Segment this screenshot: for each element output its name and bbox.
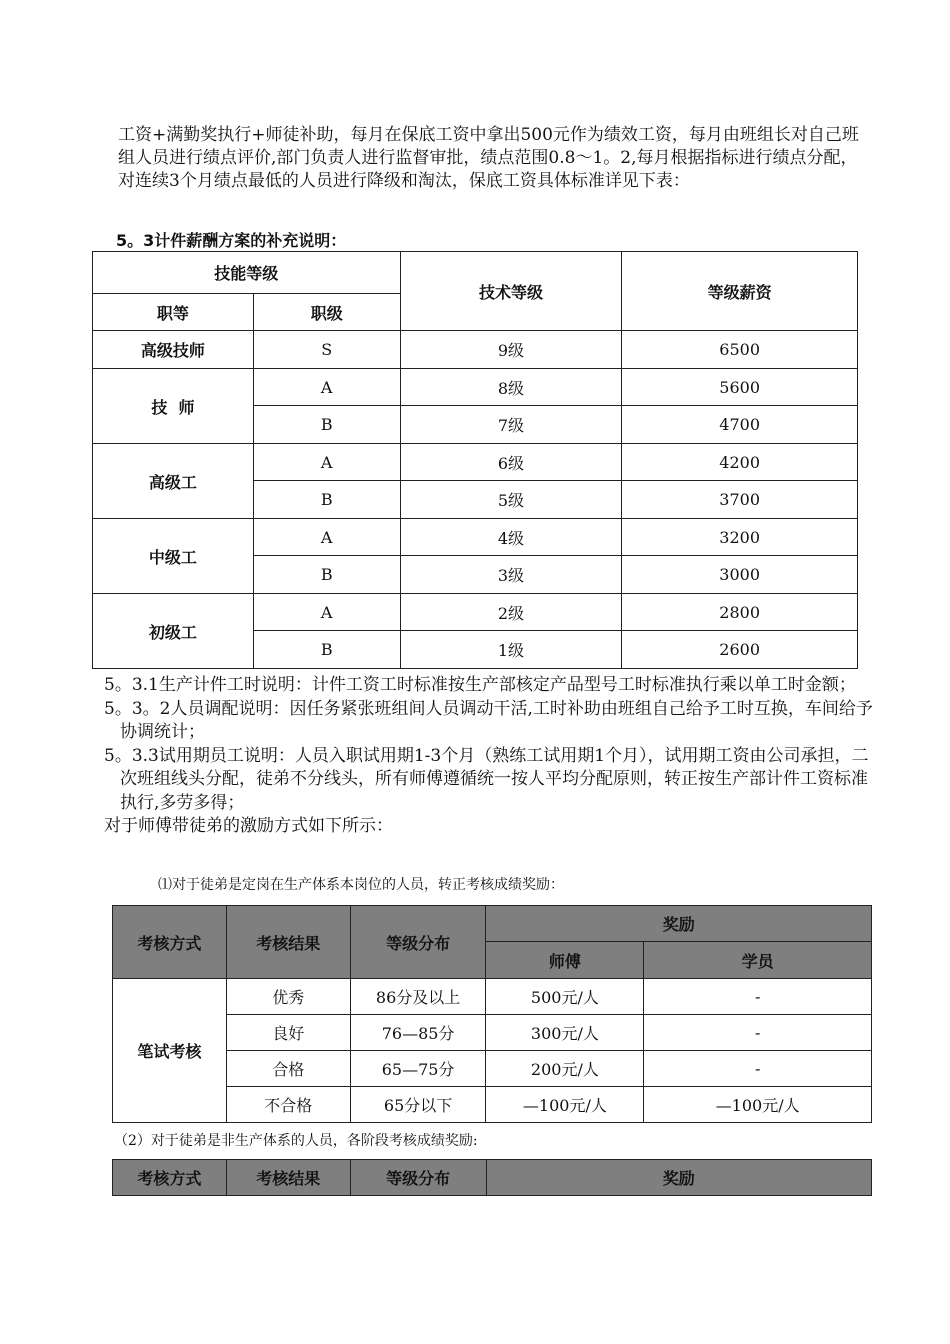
- grade-rank-cell: A: [253, 444, 400, 481]
- result-cell: 不合格: [226, 1087, 350, 1123]
- master-reward-cell: —100元/人: [486, 1087, 644, 1123]
- section-heading: 5。3计件薪酬方案的补充说明：: [116, 231, 347, 250]
- header-salary: 等级薪资: [622, 252, 858, 331]
- result-cell: 合格: [226, 1051, 350, 1087]
- salary-cell: 2800: [622, 594, 858, 631]
- grade-rank-cell: B: [253, 556, 400, 594]
- header-method: 考核方式: [113, 1160, 227, 1196]
- student-reward-cell: -: [644, 1051, 872, 1087]
- header-method: 考核方式: [113, 906, 227, 979]
- grade-rank-cell: A: [253, 369, 400, 406]
- table-row: [93, 369, 858, 406]
- note-item: 5。3。2人员调配说明：因任务紧张班组间人员调动干活,工时补助由班组自己给予工时互换，车间给予协调统计；: [104, 698, 873, 742]
- reward-table-2: [112, 1159, 872, 1196]
- grade-rank-cell: B: [253, 631, 400, 669]
- salary-cell: 2600: [622, 631, 858, 669]
- distribution-cell: 65—75分: [350, 1051, 486, 1087]
- reward-table: [112, 905, 872, 1123]
- header-grade-class: 职等: [93, 294, 254, 331]
- salary-cell: 5600: [622, 369, 858, 406]
- header-skill-level: 技能等级: [93, 252, 401, 294]
- header-reward: 奖励: [486, 1160, 871, 1196]
- grade-class-cell: 中级工: [93, 519, 254, 594]
- result-cell: 良好: [226, 1015, 350, 1051]
- table-row: [113, 979, 872, 1015]
- grade-class-cell: 高级技师: [93, 331, 254, 369]
- student-reward-cell: -: [644, 979, 872, 1015]
- grade-rank-cell: A: [253, 594, 400, 631]
- grade-rank-cell: B: [253, 406, 400, 444]
- case2-caption: （2）对于徒弟是非生产体系的人员，各阶段考核成绩奖励:: [114, 1133, 478, 1149]
- table-row: [113, 1087, 872, 1123]
- master-reward-cell: 300元/人: [486, 1015, 644, 1051]
- header-result: 考核结果: [226, 1160, 350, 1196]
- note-item: 5。3.3试用期员工说明：人员入职试用期1-3个月（熟练工试用期1个月），试用期工资由公司承担，二次班组线头分配，徒弟不分线头，所有师傅遵循统一按人平均分配原则，转正按生产部计件工资标准执行,多劳多得；: [104, 745, 869, 813]
- result-cell: 优秀: [226, 979, 350, 1015]
- table-row: [113, 1015, 872, 1051]
- tech-level-cell: 7级: [400, 406, 622, 444]
- master-reward-cell: 200元/人: [486, 1051, 644, 1087]
- tech-level-cell: 1级: [400, 631, 622, 669]
- table-row: [93, 331, 858, 369]
- table-row: [113, 1051, 872, 1087]
- tech-level-cell: 8级: [400, 369, 622, 406]
- tech-level-cell: 4级: [400, 519, 622, 556]
- grade-class-cell: 技 师: [93, 369, 254, 444]
- salary-table: [92, 251, 858, 669]
- header-tech-level: 技术等级: [400, 252, 622, 331]
- distribution-cell: 65分以下: [350, 1087, 486, 1123]
- notes-list: [104, 674, 874, 839]
- table-row: [93, 519, 858, 556]
- grade-class-cell: 高级工: [93, 444, 254, 519]
- header-master: 师傅: [486, 942, 644, 979]
- salary-cell: 4200: [622, 444, 858, 481]
- grade-rank-cell: B: [253, 481, 400, 519]
- grade-class-cell: 初级工: [93, 594, 254, 669]
- case1-caption: ⑴对于徒弟是定岗在生产体系本岗位的人员，转正考核成绩奖励：: [158, 877, 564, 893]
- grade-rank-cell: A: [253, 519, 400, 556]
- distribution-cell: 86分及以上: [350, 979, 486, 1015]
- salary-cell: 3000: [622, 556, 858, 594]
- note-item: 5。3.1生产计件工时说明：计件工资工时标准按生产部核定产品型号工时标准执行乘以单工时金额；: [104, 675, 856, 695]
- table-row: [93, 594, 858, 631]
- intro-paragraph: 工资+满勤奖执行+师徒补助，每月在保底工资中拿出500元作为绩效工资，每月由班组长对自己班组人员进行绩点评价,部门负责人进行监督审批，绩点范围0.8～1。2,每月根据指标进行绩点分配，对连续3个月绩点最低的人员进行降级和淘汰，保底工资具体标准详见下表：: [118, 125, 859, 191]
- distribution-cell: 76—85分: [350, 1015, 486, 1051]
- tech-level-cell: 6级: [400, 444, 622, 481]
- salary-cell: 4700: [622, 406, 858, 444]
- student-reward-cell: -: [644, 1015, 872, 1051]
- incentive-intro: 对于师傅带徒弟的激励方式如下所示：: [104, 816, 393, 836]
- header-reward: 奖励: [486, 906, 872, 942]
- header-student: 学员: [644, 942, 872, 979]
- tech-level-cell: 5级: [400, 481, 622, 519]
- salary-cell: 3700: [622, 481, 858, 519]
- tech-level-cell: 3级: [400, 556, 622, 594]
- salary-cell: 3200: [622, 519, 858, 556]
- salary-cell: 6500: [622, 331, 858, 369]
- grade-rank-cell: S: [253, 331, 400, 369]
- header-distribution: 等级分布: [350, 1160, 486, 1196]
- student-reward-cell: —100元/人: [644, 1087, 872, 1123]
- table-row: [93, 444, 858, 481]
- header-grade-rank: 职级: [253, 294, 400, 331]
- header-result: 考核结果: [226, 906, 350, 979]
- method-cell: 笔试考核: [113, 979, 227, 1123]
- tech-level-cell: 2级: [400, 594, 622, 631]
- master-reward-cell: 500元/人: [486, 979, 644, 1015]
- tech-level-cell: 9级: [400, 331, 622, 369]
- header-distribution: 等级分布: [350, 906, 486, 979]
